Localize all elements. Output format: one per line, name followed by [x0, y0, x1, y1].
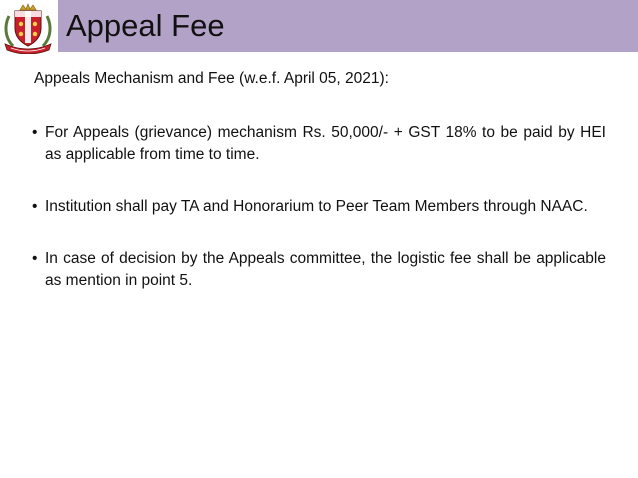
- slide-title: Appeal Fee: [66, 8, 225, 43]
- bullet-text: For Appeals (grievance) mechanism Rs. 50,000/- + GST 18% to be paid by HEI as applicable from time to time.: [45, 124, 606, 163]
- bullet-text: Institution shall pay TA and Honorarium to Peer Team Members through NAAC.: [45, 198, 588, 215]
- bullet-item: [34, 196, 606, 218]
- crest-graphic: [1, 2, 55, 54]
- slide-content: [34, 68, 606, 292]
- bullet-marker: •: [32, 198, 38, 215]
- bullet-item: [34, 248, 606, 292]
- bullet-marker: •: [32, 250, 38, 267]
- bullet-item: [34, 122, 606, 166]
- bullet-list: [34, 122, 606, 292]
- bullet-marker: •: [32, 124, 38, 141]
- title-bar: [58, 0, 638, 52]
- bullet-text: In case of decision by the Appeals committee, the logistic fee shall be applicable as mention in point 5.: [45, 250, 606, 289]
- institution-crest-icon: [1, 2, 55, 54]
- intro-text: Appeals Mechanism and Fee (w.e.f. April 05, 2021):: [34, 70, 389, 87]
